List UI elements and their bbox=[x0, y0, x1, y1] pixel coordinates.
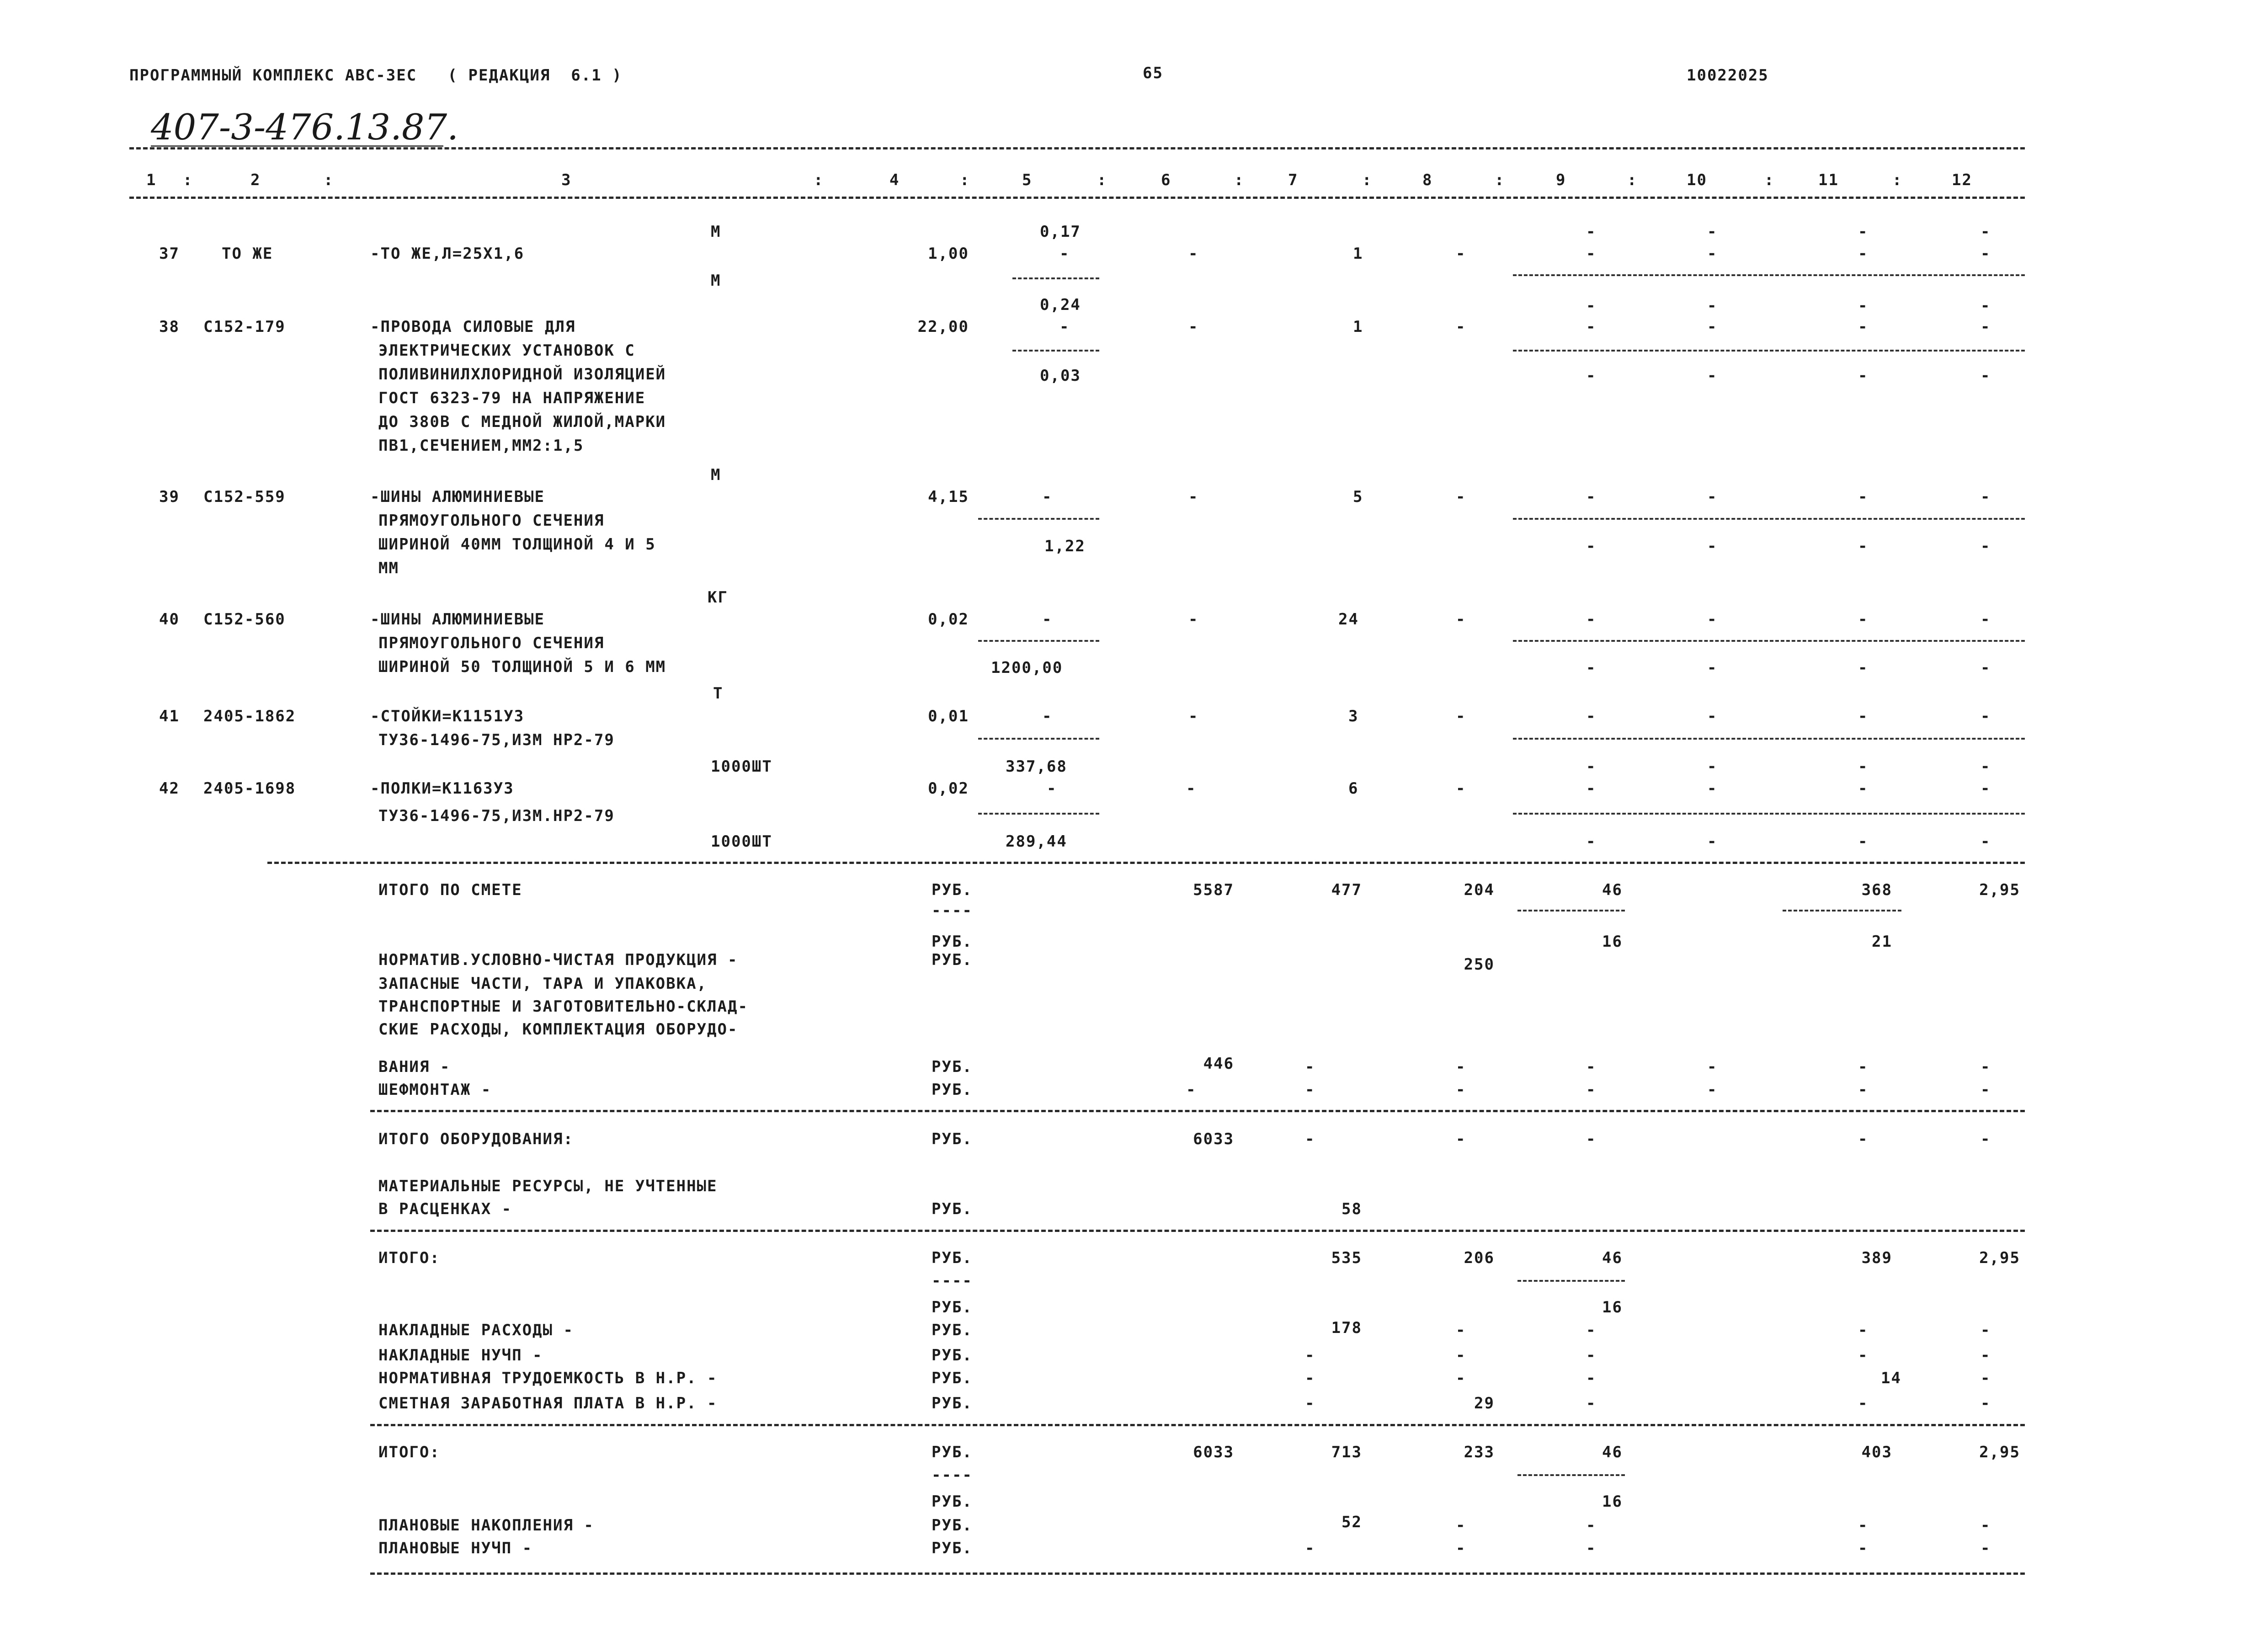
cell-dash: - bbox=[1456, 1081, 1466, 1099]
cell-dash: - bbox=[1858, 1058, 1869, 1076]
cell-dash: - bbox=[1586, 707, 1597, 725]
cell-dash: - bbox=[1707, 297, 1718, 315]
col7-value: 535 bbox=[1331, 1249, 1362, 1267]
cell-divider bbox=[1513, 274, 2025, 276]
document-code: 10022025 bbox=[1687, 66, 1769, 85]
col-sep: : bbox=[1097, 171, 1107, 189]
unit-rub: РУБ. bbox=[932, 1249, 973, 1267]
cell-dash: - bbox=[1586, 537, 1597, 555]
cell-divider bbox=[1012, 277, 1099, 279]
cell-dash: - bbox=[1586, 297, 1597, 315]
cell-dash: - bbox=[1586, 367, 1597, 385]
col-sep: : bbox=[814, 171, 824, 189]
col-sep: : bbox=[1234, 171, 1245, 189]
cell-dash: - bbox=[1858, 488, 1869, 506]
row-description: -ТО ЖЕ,Л=25Х1,6 bbox=[370, 245, 525, 263]
col9-value: 16 bbox=[1602, 1492, 1623, 1511]
cell-dash: - bbox=[1858, 367, 1869, 385]
quantity: 0,02 bbox=[928, 610, 969, 629]
row-description: -СТОЙКИ=К1151У3 bbox=[370, 707, 525, 725]
cell-dash: - bbox=[1981, 297, 1991, 315]
top-rule bbox=[129, 147, 2025, 149]
row-number: 38 bbox=[159, 318, 180, 336]
row-description: ШИРИНОЙ 50 ТОЛЩИНОЙ 5 И 6 ММ bbox=[378, 658, 666, 676]
cell-dash: - bbox=[1707, 318, 1718, 336]
cell-dash: - bbox=[1858, 779, 1869, 798]
cell-dash: - bbox=[1586, 245, 1597, 263]
unit-rub: РУБ. bbox=[932, 1200, 973, 1218]
cell-dash: - bbox=[1981, 707, 1991, 725]
cell-dash: - bbox=[1707, 832, 1718, 851]
col7-value: 713 bbox=[1331, 1443, 1362, 1461]
row-code: С152-560 bbox=[203, 610, 286, 629]
col-number-7: 7 bbox=[1288, 171, 1299, 189]
col5-dash: - bbox=[1059, 245, 1070, 263]
col-number-8: 8 bbox=[1422, 171, 1433, 189]
col8-value: - bbox=[1456, 779, 1466, 798]
col8-value: 204 bbox=[1464, 881, 1495, 899]
col-number-10: 10 bbox=[1687, 171, 1707, 189]
cell-dash: - bbox=[1981, 610, 1991, 629]
cell-dash: - bbox=[1305, 1346, 1315, 1365]
col8-value: - bbox=[1456, 707, 1466, 725]
col7-value: 6 bbox=[1348, 779, 1359, 798]
cell-dash: - bbox=[1586, 610, 1597, 629]
cell-dash: - bbox=[1707, 1058, 1718, 1076]
col12-value: 2,95 bbox=[1979, 881, 2020, 899]
cell-dash: - bbox=[1981, 1321, 1991, 1339]
col5-value: 1200,00 bbox=[991, 659, 1063, 677]
row-description: -ШИНЫ АЛЮМИНИЕВЫЕ bbox=[370, 488, 545, 506]
cell-dash: - bbox=[1981, 1346, 1991, 1365]
bottom-rule bbox=[370, 1572, 2025, 1575]
row-description: -ШИНЫ АЛЮМИНИЕВЫЕ bbox=[370, 610, 545, 629]
row-description: ШИРИНОЙ 40ММ ТОЛЩИНОЙ 4 И 5 bbox=[378, 535, 656, 554]
unit-label: М bbox=[711, 466, 721, 484]
row-description: ПОЛИВИНИЛХЛОРИДНОЙ ИЗОЛЯЦИЕЙ bbox=[378, 365, 666, 384]
cell-dash: - bbox=[1858, 537, 1869, 555]
cell-dash: - bbox=[1981, 537, 1991, 555]
cell-divider bbox=[1513, 738, 2025, 740]
cell-dash: - bbox=[1456, 1516, 1466, 1535]
cell-dash: - bbox=[1981, 245, 1991, 263]
cell-dash: - bbox=[1707, 537, 1718, 555]
cell-dash: - bbox=[1456, 1321, 1466, 1339]
cell-dash: - bbox=[1586, 832, 1597, 851]
cell-dash: - bbox=[1707, 245, 1718, 263]
cell-divider bbox=[1513, 813, 2025, 815]
cell-divider bbox=[978, 813, 1099, 815]
row-description: ММ bbox=[378, 559, 399, 577]
row-code: 2405-1698 bbox=[203, 779, 296, 798]
col5-value: 0,03 bbox=[1040, 367, 1081, 385]
cell-dash: - bbox=[1858, 297, 1869, 315]
handwritten-underline bbox=[151, 145, 443, 147]
col5-value: 0,24 bbox=[1040, 296, 1081, 314]
cell-dash: - bbox=[1586, 1130, 1597, 1148]
cell-dash: - bbox=[1305, 1081, 1315, 1099]
col7-value: 3 bbox=[1348, 707, 1359, 725]
cell-dash: - bbox=[1981, 1369, 1991, 1387]
col8-value: - bbox=[1456, 245, 1466, 263]
col-number-5: 5 bbox=[1022, 171, 1033, 189]
cell-dash: - bbox=[1586, 488, 1597, 506]
col8-value: - bbox=[1456, 318, 1466, 336]
summary-label: ШЕФМОНТАЖ - bbox=[378, 1081, 492, 1099]
cell-divider bbox=[1012, 350, 1099, 352]
unit-rub: РУБ. bbox=[932, 933, 973, 951]
unit-underline: ---- bbox=[932, 1466, 973, 1484]
cell-dash: - bbox=[1981, 488, 1991, 506]
col-number-6: 6 bbox=[1161, 171, 1171, 189]
unit-underline: ---- bbox=[932, 901, 973, 920]
row-code: 2405-1862 bbox=[203, 707, 296, 725]
cell-dash: - bbox=[1456, 1369, 1466, 1387]
cell-dash: - bbox=[1305, 1130, 1315, 1148]
col7-value: 24 bbox=[1338, 610, 1359, 629]
row-code: ТО ЖЕ bbox=[222, 245, 273, 263]
unit-rub: РУБ. bbox=[932, 1443, 973, 1461]
row-description: ТУ36-1496-75,ИЗМ.НР2-79 bbox=[378, 807, 615, 825]
cell-dash: - bbox=[1707, 1081, 1718, 1099]
col8-value: - bbox=[1456, 610, 1466, 629]
row-description: -ПОЛКИ=К1163У3 bbox=[370, 779, 514, 798]
cell-dash: - bbox=[1586, 757, 1597, 776]
col6-value: - bbox=[1188, 245, 1199, 263]
summary-label: ТРАНСПОРТНЫЕ И ЗАГОТОВИТЕЛЬНО-СКЛАД- bbox=[378, 997, 748, 1016]
unit-rub: РУБ. bbox=[932, 1369, 973, 1387]
row-number: 41 bbox=[159, 707, 180, 725]
cell-divider bbox=[1517, 1474, 1625, 1476]
cell-dash: - bbox=[1981, 367, 1991, 385]
row-description: ГОСТ 6323-79 НА НАПРЯЖЕНИЕ bbox=[378, 389, 646, 407]
col-sep: : bbox=[1764, 171, 1775, 189]
cell-divider bbox=[978, 738, 1099, 740]
row-number: 42 bbox=[159, 779, 180, 798]
summary-label: НОРМАТИВ.УСЛОВНО-ЧИСТАЯ ПРОДУКЦИЯ - bbox=[378, 951, 738, 969]
cell-divider bbox=[1513, 518, 2025, 520]
col7-value: 477 bbox=[1331, 881, 1362, 899]
row-number: 37 bbox=[159, 245, 180, 263]
column-header-rule bbox=[129, 197, 2025, 199]
cell-dash: - bbox=[1858, 1394, 1869, 1412]
section-rule bbox=[370, 1110, 2025, 1112]
col8-value: 29 bbox=[1474, 1394, 1495, 1412]
col8-value: 250 bbox=[1464, 955, 1495, 974]
cell-dash: - bbox=[1586, 318, 1597, 336]
col6-value: 6033 bbox=[1193, 1130, 1234, 1148]
cell-dash: - bbox=[1707, 488, 1718, 506]
cell-dash: - bbox=[1707, 367, 1718, 385]
unit-rub: РУБ. bbox=[932, 1130, 973, 1148]
summary-label: В РАСЦЕНКАХ - bbox=[378, 1200, 512, 1218]
cell-dash: - bbox=[1586, 1321, 1597, 1339]
row-description: ПРЯМОУГОЛЬНОГО СЕЧЕНИЯ bbox=[378, 634, 605, 652]
col9-value: 46 bbox=[1602, 881, 1623, 899]
cell-dash: - bbox=[1981, 318, 1991, 336]
cell-dash: - bbox=[1858, 223, 1869, 241]
cell-dash: - bbox=[1707, 707, 1718, 725]
col-sep: : bbox=[1627, 171, 1638, 189]
cell-dash: - bbox=[1981, 757, 1991, 776]
cell-dash: - bbox=[1858, 1130, 1869, 1148]
cell-dash: - bbox=[1456, 1130, 1466, 1148]
col-sep: : bbox=[1362, 171, 1373, 189]
col7-value: 1 bbox=[1353, 245, 1363, 263]
handwritten-project-number: 407-3-476.13.87. bbox=[151, 107, 458, 148]
summary-label: ЗАПАСНЫЕ ЧАСТИ, ТАРА И УПАКОВКА, bbox=[378, 975, 708, 993]
cell-divider bbox=[1513, 640, 2025, 642]
col-number-1: 1 bbox=[146, 171, 157, 189]
unit-rub: РУБ. bbox=[932, 1492, 973, 1511]
cell-dash: - bbox=[1858, 659, 1869, 677]
col6-value: 6033 bbox=[1193, 1443, 1234, 1461]
summary-label: НАКЛАДНЫЕ НУЧП - bbox=[378, 1346, 543, 1365]
quantity: 1,00 bbox=[928, 245, 969, 263]
cell-divider bbox=[1783, 910, 1901, 911]
cell-dash: - bbox=[1858, 318, 1869, 336]
summary-label: ПЛАНОВЫЕ НУЧП - bbox=[378, 1539, 533, 1557]
unit-rub: РУБ. bbox=[932, 951, 973, 969]
col6-value: - bbox=[1186, 779, 1197, 798]
cell-dash: - bbox=[1981, 223, 1991, 241]
unit-rub: РУБ. bbox=[932, 1516, 973, 1535]
quantity: 22,00 bbox=[917, 318, 969, 336]
col9-value: 46 bbox=[1602, 1249, 1623, 1267]
cell-dash: - bbox=[1858, 757, 1869, 776]
cell-dash: - bbox=[1858, 610, 1869, 629]
col9-value: 16 bbox=[1602, 933, 1623, 951]
col6-value: - bbox=[1188, 318, 1199, 336]
cell-dash: - bbox=[1858, 245, 1869, 263]
cell-dash: - bbox=[1586, 659, 1597, 677]
cell-dash: - bbox=[1981, 659, 1991, 677]
quantity: 0,02 bbox=[928, 779, 969, 798]
cell-divider bbox=[1517, 910, 1625, 911]
row-description: -ПРОВОДА СИЛОВЫЕ ДЛЯ bbox=[370, 318, 576, 336]
cell-dash: - bbox=[1858, 1081, 1869, 1099]
col7-value: 178 bbox=[1331, 1319, 1362, 1337]
col7-value: 52 bbox=[1342, 1513, 1362, 1531]
unit-label: КГ bbox=[708, 588, 728, 607]
col5-value: 337,68 bbox=[1006, 757, 1067, 776]
cell-dash: - bbox=[1586, 223, 1597, 241]
unit-label: 1000ШТ bbox=[711, 757, 772, 776]
row-description: ЭЛЕКТРИЧЕСКИХ УСТАНОВОК С bbox=[378, 341, 635, 360]
cell-dash: - bbox=[1981, 1130, 1991, 1148]
col6-value: - bbox=[1188, 707, 1199, 725]
cell-dash: - bbox=[1707, 610, 1718, 629]
cell-dash: - bbox=[1586, 1346, 1597, 1365]
row-description: ТУ36-1496-75,ИЗМ НР2-79 bbox=[378, 731, 615, 749]
unit-label: М bbox=[711, 223, 721, 241]
cell-dash: - bbox=[1981, 779, 1991, 798]
col11-value: 368 bbox=[1861, 881, 1892, 899]
cell-dash: - bbox=[1305, 1394, 1315, 1412]
cell-dash: - bbox=[1586, 779, 1597, 798]
quantity: 4,15 bbox=[928, 488, 969, 506]
col-number-4: 4 bbox=[889, 171, 900, 189]
cell-dash: - bbox=[1586, 1369, 1597, 1387]
summary-label: СМЕТНАЯ ЗАРАБОТНАЯ ПЛАТА В Н.Р. - bbox=[378, 1394, 718, 1412]
cell-divider bbox=[1513, 350, 2025, 352]
cell-dash: - bbox=[1456, 1058, 1466, 1076]
cell-dash: - bbox=[1858, 1346, 1869, 1365]
cell-dash: - bbox=[1456, 1346, 1466, 1365]
summary-label: ИТОГО: bbox=[378, 1443, 440, 1461]
summary-label: ИТОГО ОБОРУДОВАНИЯ: bbox=[378, 1130, 574, 1148]
cell-divider bbox=[1517, 1280, 1625, 1282]
col7-value: 1 bbox=[1353, 318, 1363, 336]
col11-value: 403 bbox=[1861, 1443, 1892, 1461]
unit-label: 1000ШТ bbox=[711, 832, 772, 851]
cell-dash: - bbox=[1858, 1516, 1869, 1535]
cell-dash: - bbox=[1981, 1516, 1991, 1535]
col5-dash: - bbox=[1042, 707, 1053, 725]
col6-value: - bbox=[1188, 488, 1199, 506]
cell-dash: - bbox=[1707, 757, 1718, 776]
unit-rub: РУБ. bbox=[932, 1539, 973, 1557]
col-sep: : bbox=[960, 171, 970, 189]
cell-dash: - bbox=[1858, 1321, 1869, 1339]
cell-dash: - bbox=[1586, 1394, 1597, 1412]
unit-rub: РУБ. bbox=[932, 1058, 973, 1076]
col5-dash: - bbox=[1042, 488, 1053, 506]
cell-dash: - bbox=[1858, 832, 1869, 851]
col5-dash: - bbox=[1047, 779, 1057, 798]
col-sep: : bbox=[324, 171, 334, 189]
cell-dash: - bbox=[1981, 1081, 1991, 1099]
cell-dash: - bbox=[1981, 1394, 1991, 1412]
col8-value: 206 bbox=[1464, 1249, 1495, 1267]
col5-dash: - bbox=[1042, 610, 1053, 629]
col-number-12: 12 bbox=[1952, 171, 1972, 189]
cell-dash: - bbox=[1707, 223, 1718, 241]
summary-label: НАКЛАДНЫЕ РАСХОДЫ - bbox=[378, 1321, 574, 1339]
summary-label: МАТЕРИАЛЬНЫЕ РЕСУРСЫ, НЕ УЧТЕННЫЕ bbox=[378, 1177, 718, 1195]
cell-dash: - bbox=[1456, 1539, 1466, 1557]
cell-dash: - bbox=[1707, 779, 1718, 798]
col-number-9: 9 bbox=[1556, 171, 1566, 189]
cell-dash: - bbox=[1305, 1058, 1315, 1076]
program-title: ПРОГРАММНЫЙ КОМПЛЕКС АВС-3ЕС ( РЕДАКЦИЯ 6.1 ) bbox=[129, 66, 623, 85]
unit-rub: РУБ. bbox=[932, 1346, 973, 1365]
col9-value: 46 bbox=[1602, 1443, 1623, 1461]
cell-divider bbox=[978, 640, 1099, 642]
col12-value: 2,95 bbox=[1979, 1443, 2020, 1461]
col6-value: 446 bbox=[1203, 1055, 1234, 1073]
cell-dash: - bbox=[1586, 1081, 1597, 1099]
cell-divider bbox=[978, 518, 1099, 520]
cell-dash: - bbox=[1981, 1539, 1991, 1557]
col12-value: 2,95 bbox=[1979, 1249, 2020, 1267]
col-number-2: 2 bbox=[250, 171, 261, 189]
row-number: 40 bbox=[159, 610, 180, 629]
row-code: С152-559 bbox=[203, 488, 286, 506]
col5-dash: - bbox=[1059, 318, 1070, 336]
col8-value: 233 bbox=[1464, 1443, 1495, 1461]
summary-label: ИТОГО: bbox=[378, 1249, 440, 1267]
row-code: С152-179 bbox=[203, 318, 286, 336]
row-description: ДО 380В С МЕДНОЙ ЖИЛОЙ,МАРКИ bbox=[378, 413, 666, 431]
col11-value: 14 bbox=[1881, 1369, 1901, 1387]
unit-rub: РУБ. bbox=[932, 881, 973, 899]
unit-label: М bbox=[711, 272, 721, 290]
unit-rub: РУБ. bbox=[932, 1394, 973, 1412]
col-sep: : bbox=[1495, 171, 1505, 189]
col6-value: 5587 bbox=[1193, 881, 1234, 899]
col11-value: 389 bbox=[1861, 1249, 1892, 1267]
cell-dash: - bbox=[1981, 832, 1991, 851]
col-sep: : bbox=[183, 171, 193, 189]
cell-dash: - bbox=[1858, 1539, 1869, 1557]
summary-label: СКИЕ РАСХОДЫ, КОМПЛЕКТАЦИЯ ОБОРУДО- bbox=[378, 1020, 738, 1039]
col5-value: 1,22 bbox=[1044, 537, 1086, 555]
summary-label: ВАНИЯ - bbox=[378, 1058, 451, 1076]
col9-value: 16 bbox=[1602, 1298, 1623, 1317]
cell-dash: - bbox=[1586, 1058, 1597, 1076]
page-number: 65 bbox=[1143, 64, 1163, 82]
unit-rub: РУБ. bbox=[932, 1298, 973, 1317]
col-sep: : bbox=[1892, 171, 1903, 189]
section-rule bbox=[370, 1230, 2025, 1232]
row-description: ПРЯМОУГОЛЬНОГО СЕЧЕНИЯ bbox=[378, 512, 605, 530]
cell-dash: - bbox=[1305, 1539, 1315, 1557]
col7-value: 5 bbox=[1353, 488, 1363, 506]
unit-rub: РУБ. bbox=[932, 1321, 973, 1339]
row-description: ПВ1,СЕЧЕНИЕМ,ММ2:1,5 bbox=[378, 437, 584, 455]
summary-label: НОРМАТИВНАЯ ТРУДОЕМКОСТЬ В Н.Р. - bbox=[378, 1369, 718, 1387]
col11-value: 21 bbox=[1872, 933, 1892, 951]
col-number-11: 11 bbox=[1818, 171, 1839, 189]
quantity: 0,01 bbox=[928, 707, 969, 725]
col-number-3: 3 bbox=[561, 171, 572, 189]
cell-dash: - bbox=[1858, 707, 1869, 725]
cell-dash: - bbox=[1586, 1516, 1597, 1535]
section-rule bbox=[370, 1424, 2025, 1426]
cell-dash: - bbox=[1981, 1058, 1991, 1076]
col6-value: - bbox=[1188, 610, 1199, 629]
cell-dash: - bbox=[1305, 1369, 1315, 1387]
col7-value: 58 bbox=[1342, 1200, 1362, 1218]
unit-label: Т bbox=[713, 684, 724, 703]
unit-rub: РУБ. bbox=[932, 1081, 973, 1099]
unit-underline: ---- bbox=[932, 1272, 973, 1290]
cell-dash: - bbox=[1186, 1081, 1197, 1099]
cell-dash: - bbox=[1707, 659, 1718, 677]
row-number: 39 bbox=[159, 488, 180, 506]
summary-top-rule bbox=[267, 862, 2025, 864]
summary-label: ПЛАНОВЫЕ НАКОПЛЕНИЯ - bbox=[378, 1516, 594, 1535]
col5-value: 289,44 bbox=[1006, 832, 1067, 851]
col5-value: 0,17 bbox=[1040, 223, 1081, 241]
col8-value: - bbox=[1456, 488, 1466, 506]
cell-dash: - bbox=[1586, 1539, 1597, 1557]
summary-label: ИТОГО ПО СМЕТЕ bbox=[378, 881, 522, 899]
